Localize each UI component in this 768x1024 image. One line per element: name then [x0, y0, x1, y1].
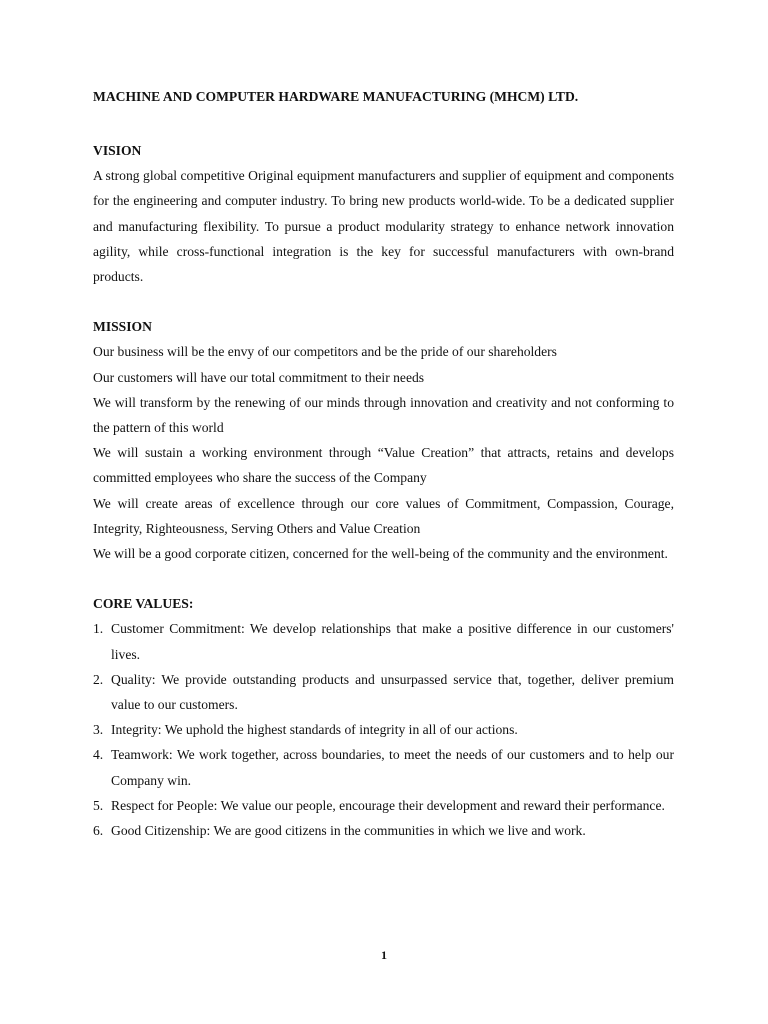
mission-item: We will transform by the renewing of our minds through innovation and creativity and not conforming to the pattern of this world [93, 394, 674, 436]
mission-item: We will be a good corporate citizen, concerned for the well-being of the community and the environment. [93, 546, 668, 562]
list-number: 5. [93, 797, 104, 813]
document-body [93, 88, 674, 843]
list-number: 1. [93, 621, 104, 637]
core-value-item [93, 793, 674, 818]
list-number: 6. [93, 823, 104, 839]
mission-heading: MISSION [93, 319, 152, 335]
vision-heading: VISION [93, 143, 142, 158]
mission-item: Our customers will have our total commitment to their needs [93, 369, 425, 385]
core-value-item [93, 818, 674, 843]
mission-item: We will create areas of excellence through our core values of Commitment, Compassion, Courage, Integrity, Righteousness, Serving Others and Value Creation [93, 495, 674, 536]
core-value-text: Respect for People: We value our people, encourage their development and reward their performance. [111, 797, 665, 813]
core-value-text: Integrity: We uphold the highest standards of integrity in all of our actions. [111, 722, 518, 738]
core-values-list [93, 616, 674, 843]
list-number: 3. [93, 722, 104, 738]
core-value-text: Teamwork: We work together, across boundaries, to meet the needs of our customers and to help our Company win. [111, 747, 674, 788]
vision-paragraph: A strong global competitive Original equipment manufacturers and supplier of equipment and components for the engineering and computer industry. To bring new products world-wide. To be a dedicated supplier and manufacturing flexibility. To pursue a product modularity strategy to enhance network innovation agility, while cross-functional integration is the key for successful manufacturers with own-brand products. [93, 168, 674, 285]
core-value-text: Good Citizenship: We are good citizens in the communities in which we live and work. [111, 823, 586, 839]
core-value-item [93, 667, 674, 717]
core-value-item [93, 616, 674, 666]
mission-list [93, 339, 674, 566]
core-value-text: Customer Commitment: We develop relationships that make a positive difference in our customers' lives. [111, 621, 674, 662]
mission-item: Our business will be the envy of our competitors and be the pride of our shareholders [93, 344, 557, 360]
mission-item: We will sustain a working environment through “Value Creation” that attracts, retains and develops committed employees who share the success of the Company [93, 445, 674, 486]
core-value-item [93, 717, 674, 742]
core-value-item [93, 742, 674, 792]
core-value-text: Quality: We provide outstanding products and unsurpassed service that, together, deliver premium value to our customers. [111, 671, 674, 713]
page-number: 1 [381, 948, 387, 962]
core-values-heading: CORE VALUES: [93, 596, 194, 612]
list-number: 4. [93, 747, 104, 763]
document-title: MACHINE AND COMPUTER HARDWARE MANUFACTURING (MHCM) LTD. [93, 89, 579, 104]
list-number: 2. [93, 671, 104, 687]
